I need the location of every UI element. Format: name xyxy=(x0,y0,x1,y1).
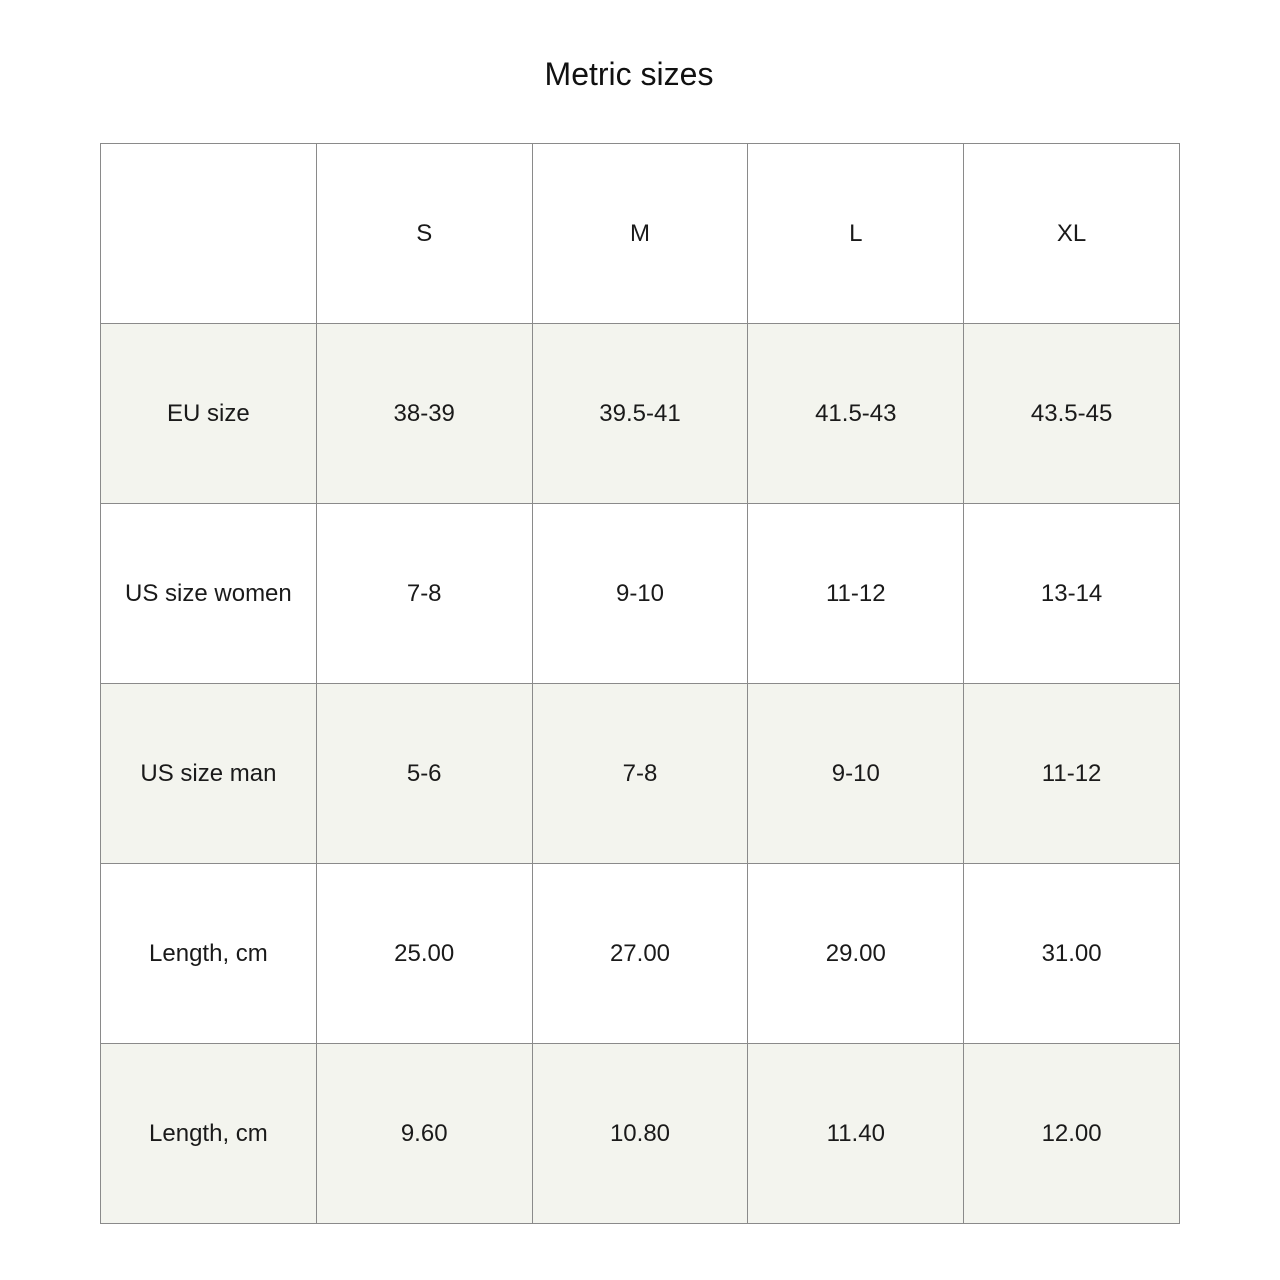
table-cell: 9-10 xyxy=(748,684,964,864)
table-row xyxy=(101,1044,1180,1224)
row-label: Length, cm xyxy=(101,864,317,1044)
table-cell: 31.00 xyxy=(964,864,1180,1044)
table-cell: 9.60 xyxy=(316,1044,532,1224)
header-corner-cell xyxy=(101,144,317,324)
table-row xyxy=(101,504,1180,684)
row-label: Length, cm xyxy=(101,1044,317,1224)
header-cell-m: M xyxy=(532,144,748,324)
table-cell: 41.5-43 xyxy=(748,324,964,504)
table-cell: 11-12 xyxy=(964,684,1180,864)
header-cell-s: S xyxy=(316,144,532,324)
table-cell: 38-39 xyxy=(316,324,532,504)
size-table xyxy=(100,143,1180,1224)
row-label: US size man xyxy=(101,684,317,864)
page-title: Metric sizes xyxy=(544,56,714,92)
table-cell: 13-14 xyxy=(964,504,1180,684)
table-cell: 9-10 xyxy=(532,504,748,684)
table-cell: 12.00 xyxy=(964,1044,1180,1224)
table-cell: 5-6 xyxy=(316,684,532,864)
table-cell: 10.80 xyxy=(532,1044,748,1224)
table-row xyxy=(101,324,1180,504)
table-cell: 43.5-45 xyxy=(964,324,1180,504)
table-cell: 29.00 xyxy=(748,864,964,1044)
table-cell: 25.00 xyxy=(316,864,532,1044)
table-cell: 7-8 xyxy=(532,684,748,864)
row-label: US size women xyxy=(101,504,317,684)
table-row xyxy=(101,684,1180,864)
header-cell-xl: XL xyxy=(964,144,1180,324)
table-cell: 39.5-41 xyxy=(532,324,748,504)
table-cell: 11-12 xyxy=(748,504,964,684)
table-row xyxy=(101,864,1180,1044)
table-cell: 11.40 xyxy=(748,1044,964,1224)
table-cell: 27.00 xyxy=(532,864,748,1044)
table-header-row xyxy=(101,144,1180,324)
header-cell-l: L xyxy=(748,144,964,324)
table-cell: 7-8 xyxy=(316,504,532,684)
row-label: EU size xyxy=(101,324,317,504)
